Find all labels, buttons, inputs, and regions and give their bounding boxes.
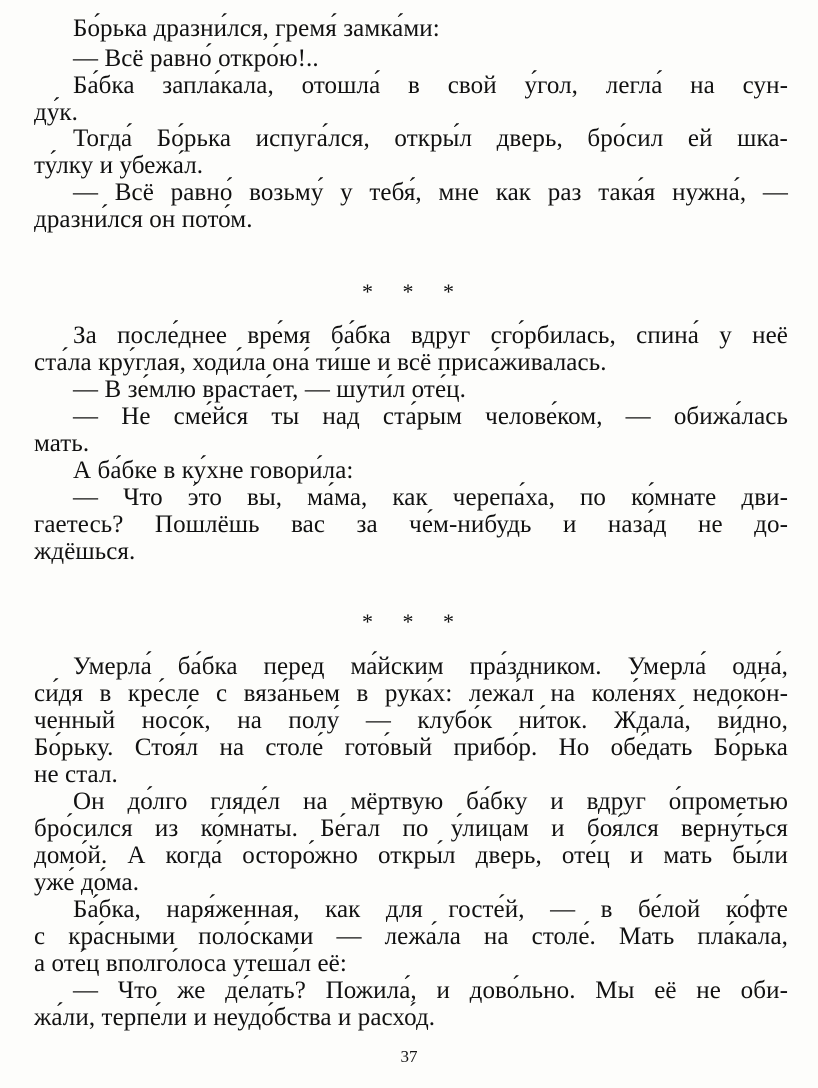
text-line: уже́ до́ма. bbox=[34, 869, 140, 896]
text-line: ста́ла кру́глая, ходи́ла она́ ти́ше и всё приса́живалась. bbox=[34, 349, 607, 376]
text-line: ждёшься. bbox=[34, 538, 136, 565]
text-line: домо́й. А когда́ осторо́жно откры́л дверь, оте́ц и мать бы́ли bbox=[34, 842, 788, 869]
text-line: бро́сился из ко́мнаты. Бе́гал по у́лицам и боя́лся верну́ться bbox=[34, 815, 788, 842]
text-line: Ба́бка, наря́женная, как для госте́й, — в бе́лой ко́фте bbox=[73, 896, 788, 923]
text-line: а оте́ц вполго́лоса утеша́л её: bbox=[34, 950, 347, 977]
text-line: ченный носо́к, на полу́ — клубо́к ни́ток. Ждала́, ви́дно, bbox=[34, 707, 788, 734]
page-number: 37 bbox=[400, 1047, 418, 1066]
text-line: — Всё равно́ откро́ю!.. bbox=[73, 45, 319, 72]
section-separator: * * * bbox=[362, 609, 466, 634]
text-line: — Всё равно́ возьму́ у тебя́, мне как раз така́я нужна́, — bbox=[73, 179, 788, 206]
text-line: Тогда́ Бо́рька испуга́лся, откры́л дверь, бро́сил ей шка- bbox=[73, 125, 788, 152]
text-line: мать. bbox=[34, 430, 90, 457]
text-line: За после́днее вре́мя ба́бка вдруг сго́рбилась, спина́ у неё bbox=[73, 322, 788, 349]
text-line: Бо́рьку. Стоя́л на столе́ гото́вый прибо́р. Но обе́дать Бо́рька bbox=[34, 734, 788, 761]
text-line: — Что же де́лать? Пожила́, и дово́льно. Мы её не оби- bbox=[73, 977, 788, 1004]
text-line: си́дя в кре́сле с вяза́ньем в рука́х: лежа́л на коле́нях недоко́н- bbox=[34, 680, 788, 707]
text-line: не стал. bbox=[34, 761, 118, 788]
text-line: дразни́лся он пото́м. bbox=[34, 206, 253, 233]
text-line: ту́лку и убежа́л. bbox=[34, 152, 204, 179]
text-line: Бо́рька дразни́лся, гремя́ замка́ми: bbox=[73, 15, 440, 42]
text-line: ду́к. bbox=[34, 99, 79, 126]
text-line: с кра́сными поло́сками — лежа́ла на столе́. Мать пла́кала, bbox=[34, 923, 788, 950]
text-line: Умерла́ ба́бка перед ма́йским пра́здником. Умерла́ одна́, bbox=[73, 653, 788, 680]
section-separator: * * * bbox=[362, 279, 466, 304]
text-line: — Не сме́йся ты над ста́рым челове́ком, — обижа́лась bbox=[73, 403, 788, 430]
text-line: жа́ли, терпе́ли и неудо́бства и расхо́д. bbox=[34, 1004, 436, 1031]
text-line: А ба́бке в ку́хне говори́ла: bbox=[73, 457, 354, 484]
text-line: — Что э́то вы, ма́ма, как черепа́ха, по ко́мнате дви- bbox=[73, 484, 788, 511]
text-line: — В зе́млю враста́ет, — шути́л оте́ц. bbox=[73, 376, 466, 403]
text-line: Ба́бка запла́кала, отошла́ в свой у́гол, легла́ на сун- bbox=[73, 72, 788, 99]
text-line: гаетесь? Пошлёшь вас за че́м-нибудь и наза́д не до- bbox=[34, 511, 788, 538]
text-line: Он до́лго гляде́л на мёртвую ба́бку и вдруг о́прометью bbox=[73, 788, 788, 815]
